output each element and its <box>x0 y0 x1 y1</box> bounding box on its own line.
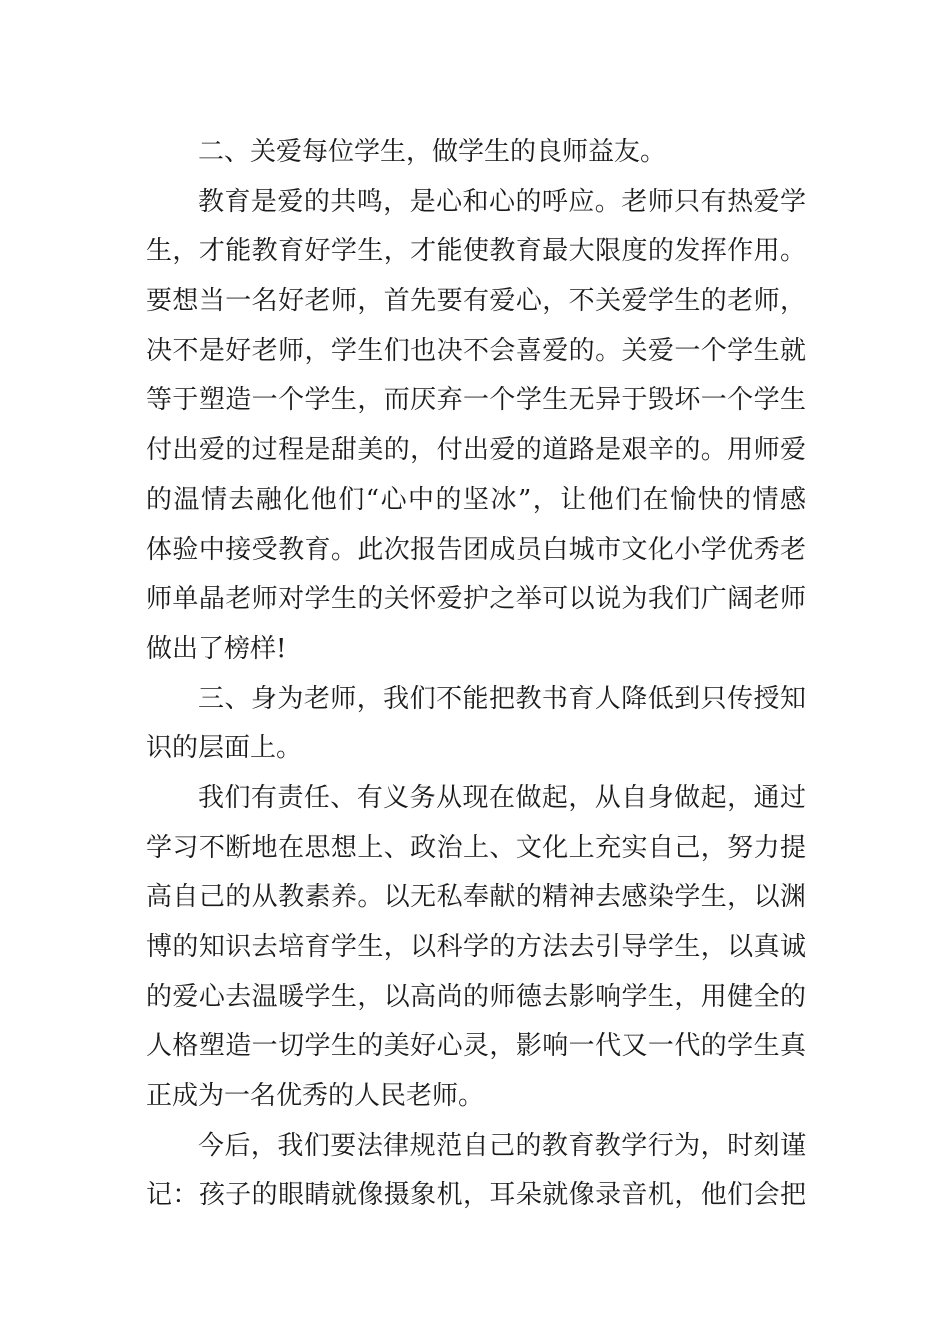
paragraph-line: 等于塑造一个学生，而厌弃一个学生无异于毁坏一个学生 <box>146 385 806 416</box>
paragraph-line: 高自己的从教素养。以无私奉献的精神去感染学生，以渊 <box>146 882 806 913</box>
document-body <box>146 128 806 1221</box>
paragraph-line: 要想当一名好老师，首先要有爱心，不关爱学生的老师， <box>146 286 806 317</box>
paragraph-line: 人格塑造一切学生的美好心灵，影响一代又一代的学生真 <box>146 1031 806 1062</box>
paragraph-line: 决不是好老师，学生们也决不会喜爱的。关爱一个学生就 <box>146 335 806 366</box>
paragraph-line: 学习不断地在思想上、政治上、文化上充实自己，努力提 <box>146 832 806 863</box>
paragraph-line: 师单晶老师对学生的关怀爱护之举可以说为我们广阔老师 <box>146 584 806 615</box>
section-heading-3-continued: 识的层面上。 <box>146 733 303 764</box>
paragraph-line: 做出了榜样! <box>146 633 287 664</box>
paragraph-line: 生，才能教育好学生，才能使教育最大限度的发挥作用。 <box>146 236 806 267</box>
paragraph-line: 正成为一名优秀的人民老师。 <box>146 1081 485 1112</box>
paragraph-line: 的温情去融化他们“心中的坚冰”，让他们在愉快的情感 <box>146 484 806 515</box>
section-heading-2: 二、关爱每位学生，做学生的良师益友。 <box>198 137 667 167</box>
paragraph-line: 博的知识去培育学生，以科学的方法去引导学生，以真诚 <box>146 932 806 962</box>
paragraph-line: 教育是爱的共鸣，是心和心的呼应。老师只有热爱学 <box>198 186 806 217</box>
paragraph-line: 体验中接受教育。此次报告团成员白城市文化小学优秀老 <box>146 534 806 565</box>
section-heading-3: 三、身为老师，我们不能把教书育人降低到只传授知 <box>198 683 806 714</box>
paragraph-line: 记：孩子的眼睛就像摄象机，耳朵就像录音机，他们会把 <box>146 1180 806 1211</box>
paragraph-line: 付出爱的过程是甜美的，付出爱的道路是艰辛的。用师爱 <box>146 435 806 466</box>
paragraph-line: 的爱心去温暖学生，以高尚的师德去影响学生，用健全的 <box>146 981 806 1012</box>
paragraph-line: 我们有责任、有义务从现在做起，从自身做起，通过 <box>198 782 806 813</box>
paragraph-line: 今后，我们要法律规范自己的教育教学行为，时刻谨 <box>198 1130 806 1161</box>
